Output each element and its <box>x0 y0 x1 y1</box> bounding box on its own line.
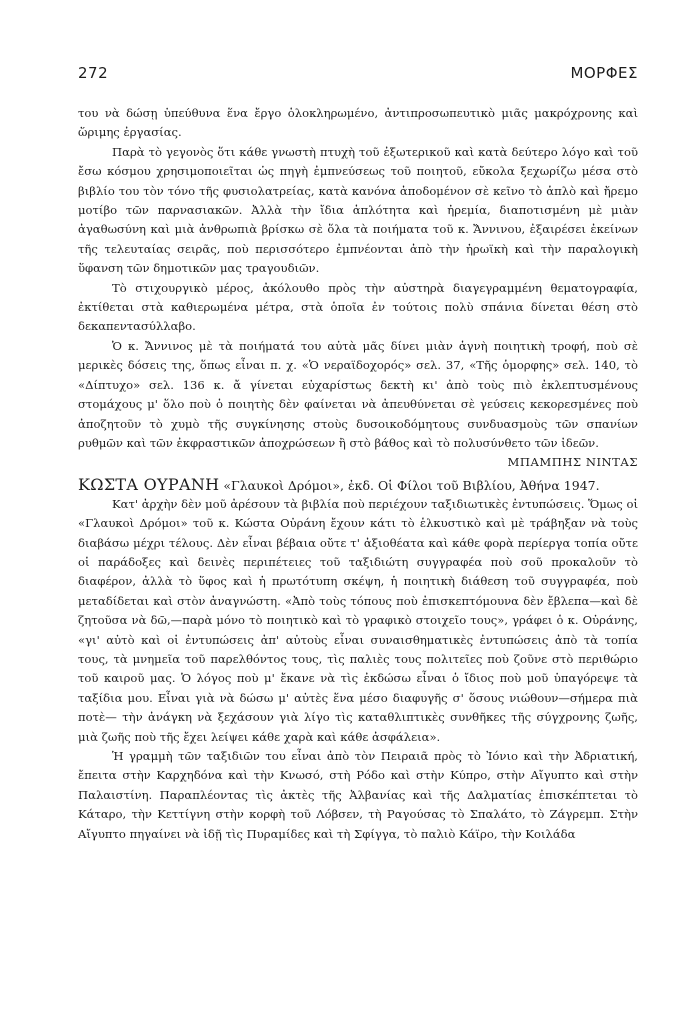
paragraph: Παρὰ τὸ γεγονὸς ὅτι κάθε γνωστὴ πτυχὴ τοῦ ἐξωτερικοῦ καὶ κατὰ δεύτερο λόγο καὶ τοῦ ἔσω κόσμου χρησιμοποιεῖται ὡς πηγὴ ἐμπνεύσεως τοῦ ποιητοῦ, εὔκολα ξεχωρίζω μέσα στὸ βιβλίο του τὸν τόνο τῆς φυσιολατρείας, κατὰ κανόνα ἀποδομένον σὲ κεῖνο τὸ ἁπλὸ καὶ ἤρεμο μοτίβο τῶν παρνασιακῶν. Ἀλλὰ τὴν ἴδια ἁπλότητα καὶ ἠρεμία, διαποτισμένη μὲ μιὰν ἀγαθωσύνη καὶ μιὰ ἀνθρωπιὰ βρίσκω σὲ ὅλα τὰ ποιήματα τοῦ κ. Ἄννινου, ἐξαιρέσει ἐκείνων τῆς τελευταίας σειρᾶς, ποὺ περισσότερο ἐμπνέονται ἀπὸ τὴν ἡρωϊκὴ καὶ τὴν παραλογικὴ ὕφανση τῶν δημοτικῶν μας τραγουδιῶν. <box>78 144 638 276</box>
paragraph: Ὁ κ. Ἄννινος μὲ τὰ ποιήματά του αὐτὰ μᾶς δίνει μιὰν ἁγνὴ ποιητικὴ τροφή, ποὺ σὲ μερικὲς δόσεις της, ὅπως εἶναι π. χ. «Ὁ νεραϊδοχορός» σελ. 37, «Τῆς ὁμορφης» σελ. 140, τὸ «Δίπτυχο» σελ. 136 κ. ἄ γίνεται εὐχαρίστως δεκτὴ κι' ἀπὸ τοὺς πιὸ ἐκλεπτυσμένους στομάχους μ' ὅλο ποὺ ὁ ποιητὴς δὲν φαίνεται νὰ ἀπευθύνεται σὲ γεύσεις κεκορεσμένες ποὺ ἀποζητοῦν τὸ χυμὸ τῆς συγκίνησης στοὺς δυσοικοδόμητους συνδυασμοὺς τῶν σπανίων ρυθμῶν καὶ τῶν ἐκφραστικῶν ἀποχρώσεων ἢ στὸ βάθος καὶ τὸ πολυσύνθετο τῶν ἰδεῶν. <box>78 338 638 450</box>
second-review-heading <box>78 475 638 495</box>
first-review <box>78 104 638 473</box>
page-number: 272 <box>78 64 109 82</box>
book-author: ΚΩΣΤΑ ΟΥΡΑΝΗ <box>78 474 220 494</box>
paragraph: Ἡ γραμμὴ τῶν ταξιδιῶν του εἶναι ἀπὸ τὸν Πειραιᾶ πρὸς τὸ Ἰόνιο καὶ τὴν Ἀδριατική, ἔπειτα στὴν Καρχηδόνα καὶ τὴν Κνωσό, στὴ Ρόδο καὶ στὴν Κύπρο, στὴν Αἴγυπτο καὶ στὴν Παλαιστίνη. Παραπλέοντας τὶς ἀκτὲς τῆς Ἀλβανίας καὶ τῆς Δαλματίας ἐπισκέπτεται τὸ Κάταρο, τὴν Κεττίγνη στὴν κορφὴ τοῦ Λόβσεν, τὴ Ραγούσας τὸ Σπαλάτο, τὸ Ζάγρεμπ. Στὴν Αἴγυπτο πηγαίνει νὰ ἰδῇ τὶς Πυραμίδες καὶ τὴ Σφίγγα, τὸ παλιὸ Κάϊρο, τὴν Κοιλάδα <box>78 749 638 841</box>
paragraph: Κατ' ἀρχὴν δὲν μοῦ ἀρέσουν τὰ βιβλία ποὺ περιέχουν ταξιδιωτικὲς ἐντυπώσεις. Ὅμως οἱ «Γλαυκοὶ Δρόμοι» τοῦ κ. Κώστα Οὐράνη ἔχουν κάτι τὸ ἑλκυστικὸ καὶ μὲ τράβηξαν νὰ τοὺς διαβάσω μέχρι τέλους. Δὲν εἶναι βέβαια οὔτε τ' ἀξιοθέατα καὶ κάθε φορὰ περίεργα τοπία οὔτε οἱ παράδοξες καὶ δεινὲς περιπέτειες τοῦ ταξιδιώτη συγγραφέα ποὺ σοῦ προκαλοῦν τὸ διαφέρον, ἀλλὰ τὸ ὕφος καὶ ἡ πρωτότυπη σκέψη, ἡ ποιητικὴ διάθεση τοῦ συγγραφέα, ποὺ μεταδίδεται καὶ στὸν ἀναγνώστη. «Ἀπὸ τοὺς τόπους ποὺ ἐπισκεπτόμουνα δὲν ἔβλεπα—καὶ δὲ ζητοῦσα νὰ δῶ,—παρὰ μόνο τὸ ποιητικὸ καὶ τὸ γραφικὸ στοιχεῖο τους», γράφει ὁ κ. Οὐράνης, «γι' αὐτὸ καὶ οἱ ἐντυπώσεις ἀπ' αὐτοὺς εἶναι συναισθηματικὲς ἐντυπώσεις ἀπὸ τὰ τοπία τους, τὰ μνημεῖα τοῦ παρελθόντος τους, τὶς παλιὲς τους πολιτεῖες ποὺ ζοῦνε στὸ περιθώριο τοῦ καιροῦ μας. Ὁ λόγος ποὺ μ' ἔκανε νὰ τὶς ἐκδώσω εἶναι ὁ ἴδιος ποὺ μοῦ ὑπαγόρεψε τὰ ταξίδια μου. Εἶναι γιὰ νὰ δώσω μ' αὐτὲς ἕνα μέσο διαφυγῆς σ' ὅσους νιώθουν—σήμερα πιὰ ποτὲ— τὴν ἀνάγκη νὰ ξεχάσουν γιὰ λίγο τὶς καταθλιπτικὲς συνθῆκες τῆς σύγχρονης ζωῆς, μιὰ ζωῆς ποὺ τῆς ἔχει λείψει κάθε χαρὰ καὶ κάθε ἀσφάλεια». <box>78 496 638 744</box>
publication-info: , ἐκδ. Οἱ Φίλοι τοῦ Βιβλίου, Ἀθήνα 1947. <box>340 477 600 493</box>
book-title: «Γλαυκοὶ Δρόμοι» <box>223 477 340 493</box>
book-page <box>78 64 638 844</box>
paragraph: Τὸ στιχουργικὸ μέρος, ἀκόλουθο πρὸς τὴν αὐστηρὰ διαγεγραμμένη θεματογραφία, ἐκτίθεται στὰ καθιερωμένα μέτρα, στὰ ὁποῖα ἐν τούτοις πολὺ σπάνια δίνεται θέση στὸ δεκαπεντασύλλαβο. <box>78 280 638 334</box>
reviewer-signature: ΜΠΑΜΠΗΣ ΝΙΝΤΑΣ <box>507 455 638 470</box>
second-review <box>78 495 638 844</box>
journal-title: ΜΟΡΦΕΣ <box>570 64 638 82</box>
paragraph-continuation: του νὰ δώσῃ ὑπεύθυνα ἕνα ἔργο ὁλοκληρωμένο, ἀντιπροσωπευτικὸ μιᾶς μακρόχρονης καὶ ὥριμης ἐργασίας. <box>78 106 638 140</box>
running-head <box>78 64 638 82</box>
